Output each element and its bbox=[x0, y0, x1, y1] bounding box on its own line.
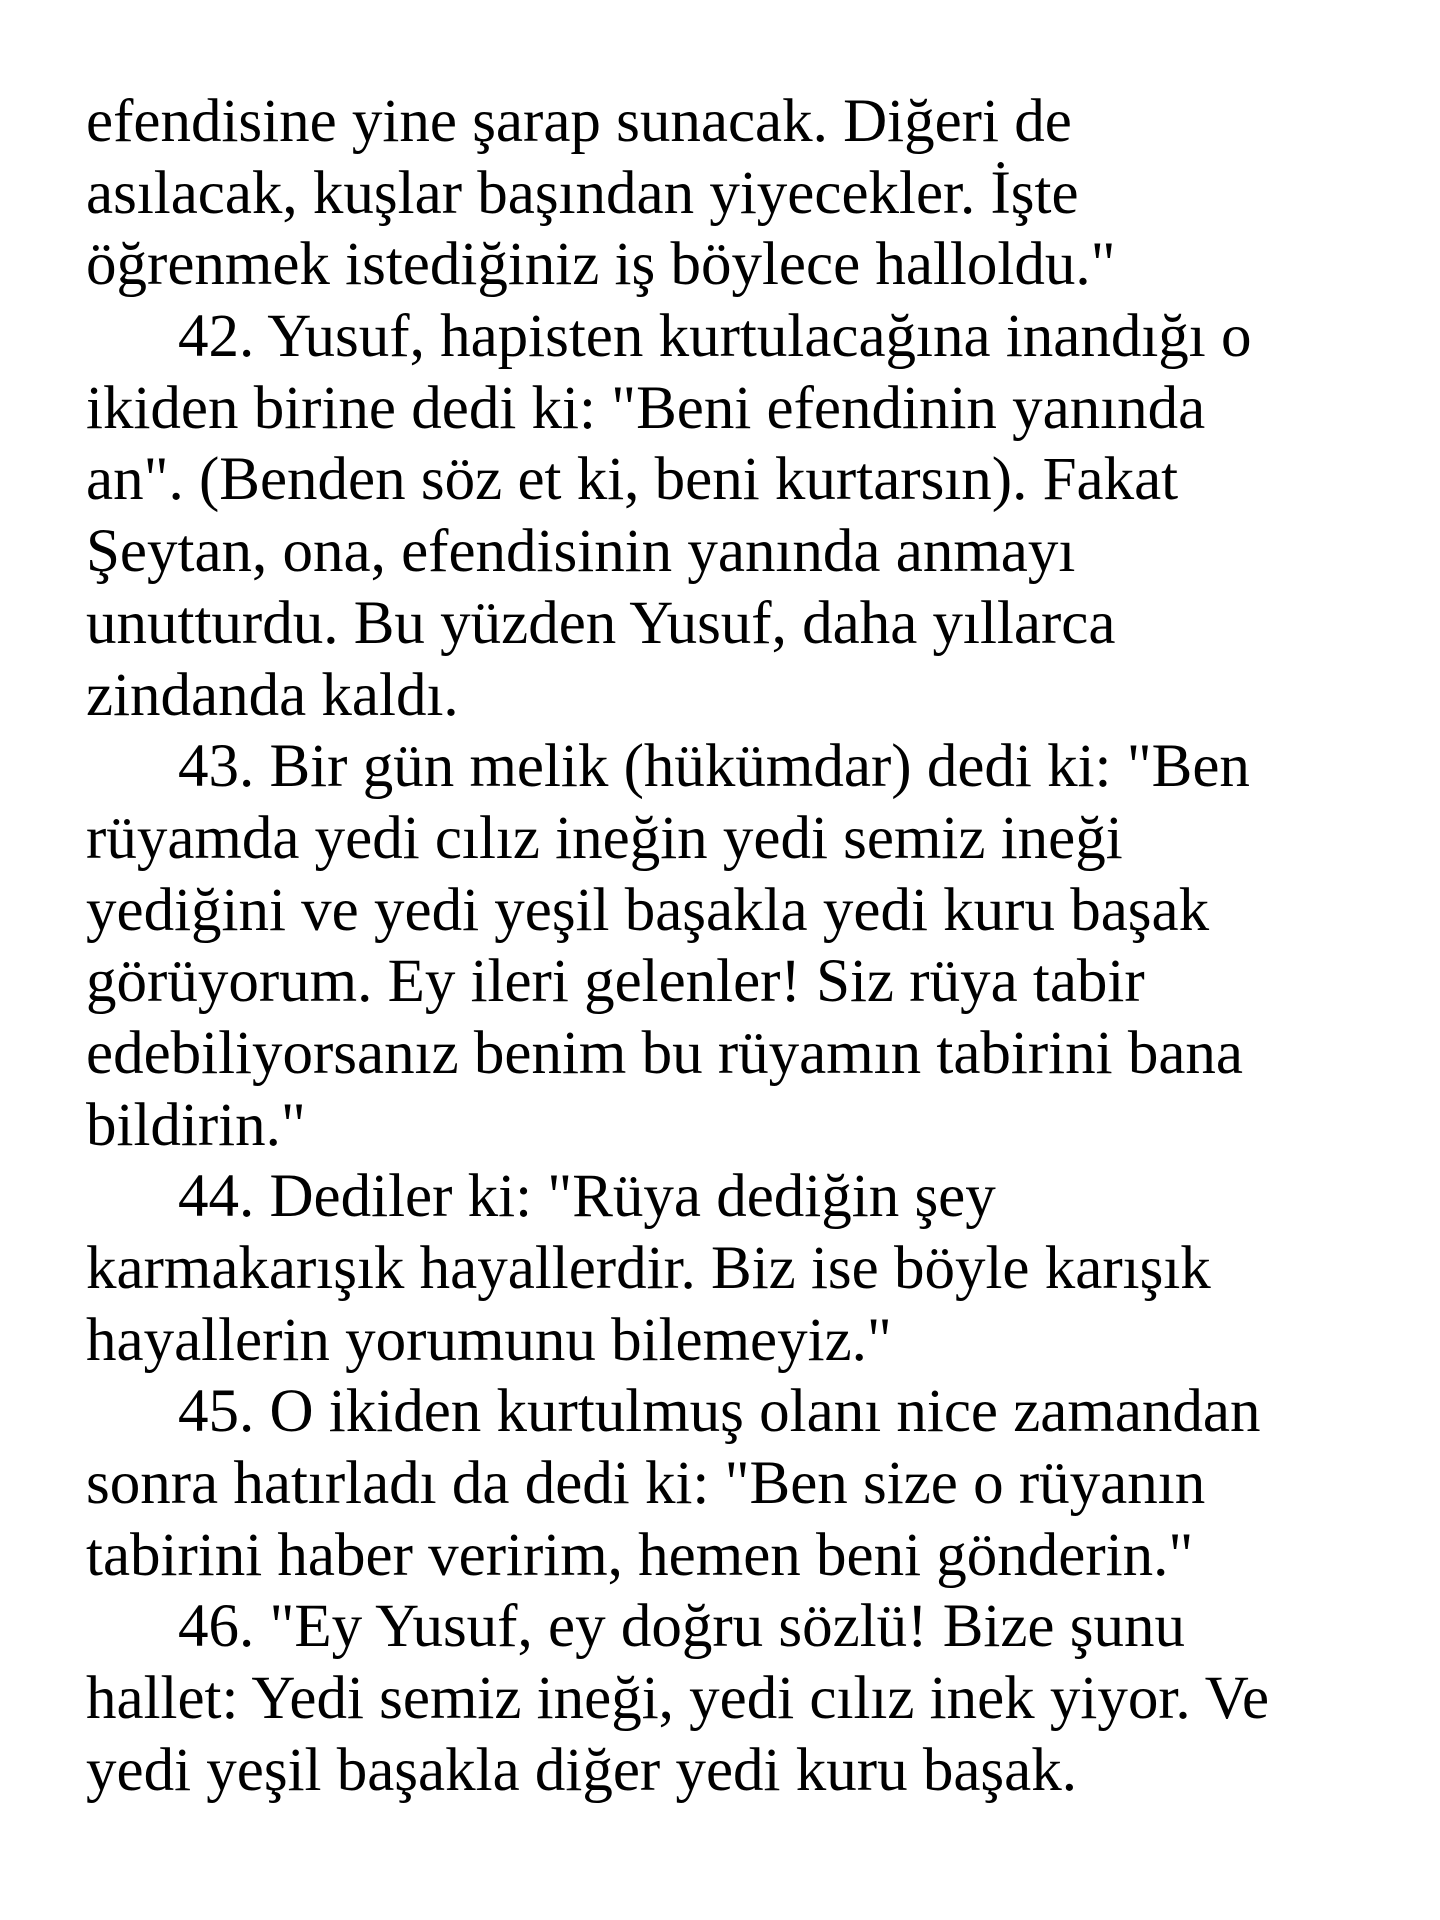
verse-46-start: 46. "Ey Yusuf, ey doğru sözlü! Bize şunu bbox=[178, 1593, 1185, 1661]
text-line: yedi yeşil başakla diğer yedi kuru başak. bbox=[86, 1736, 1077, 1804]
text-line: görüyorum. Ey ileri gelenler! Siz rüya tabir bbox=[86, 948, 1145, 1016]
text-line: tabirini haber veririm, hemen beni gönderin." bbox=[86, 1521, 1194, 1589]
body-text bbox=[86, 86, 1426, 1807]
text-line: sonra hatırladı da dedi ki: "Ben size o rüyanın bbox=[86, 1450, 1206, 1518]
verse-43-start: 43. Bir gün melik (hükümdar) dedi ki: "Ben bbox=[178, 733, 1250, 801]
verse-45-start: 45. O ikiden kurtulmuş olanı nice zamandan bbox=[178, 1378, 1261, 1446]
verse-42-start: 42. Yusuf, hapisten kurtulacağına inandığı o bbox=[178, 303, 1252, 371]
verse-44-start: 44. Dediler ki: "Rüya dediğin şey bbox=[178, 1163, 996, 1231]
text-line: edebiliyorsanız benim bu rüyamın tabirini bana bbox=[86, 1019, 1243, 1087]
text-line: rüyamda yedi cılız ineğin yedi semiz ineği bbox=[86, 804, 1123, 872]
text-line: hallet: Yedi semiz ineği, yedi cılız inek yiyor. Ve bbox=[86, 1665, 1270, 1733]
text-line: karmakarışık hayallerdir. Biz ise böyle karışık bbox=[86, 1235, 1211, 1302]
text-line: asılacak, kuşlar başından yiyecekler. İşte bbox=[86, 159, 1079, 227]
text-line: efendisine yine şarap sunacak. Diğeri de bbox=[86, 88, 1072, 155]
text-line: unutturdu. Bu yüzden Yusuf, daha yıllarca bbox=[86, 589, 1116, 657]
text-line: hayallerin yorumunu bilemeyiz." bbox=[86, 1306, 892, 1374]
text-line: yediğini ve yedi yeşil başakla yedi kuru başak bbox=[86, 876, 1210, 944]
text-line: öğrenmek istediğiniz iş böylece halloldu." bbox=[86, 231, 1116, 299]
text-line: bildirin." bbox=[86, 1091, 306, 1159]
text-line: an". (Benden söz et ki, beni kurtarsın). Fakat bbox=[86, 446, 1179, 514]
text-line: ikiden birine dedi ki: "Beni efendinin yanında bbox=[86, 374, 1206, 442]
text-line: zindanda kaldı. bbox=[86, 661, 459, 729]
text-line: Şeytan, ona, efendisinin yanında anmayı bbox=[86, 518, 1076, 586]
